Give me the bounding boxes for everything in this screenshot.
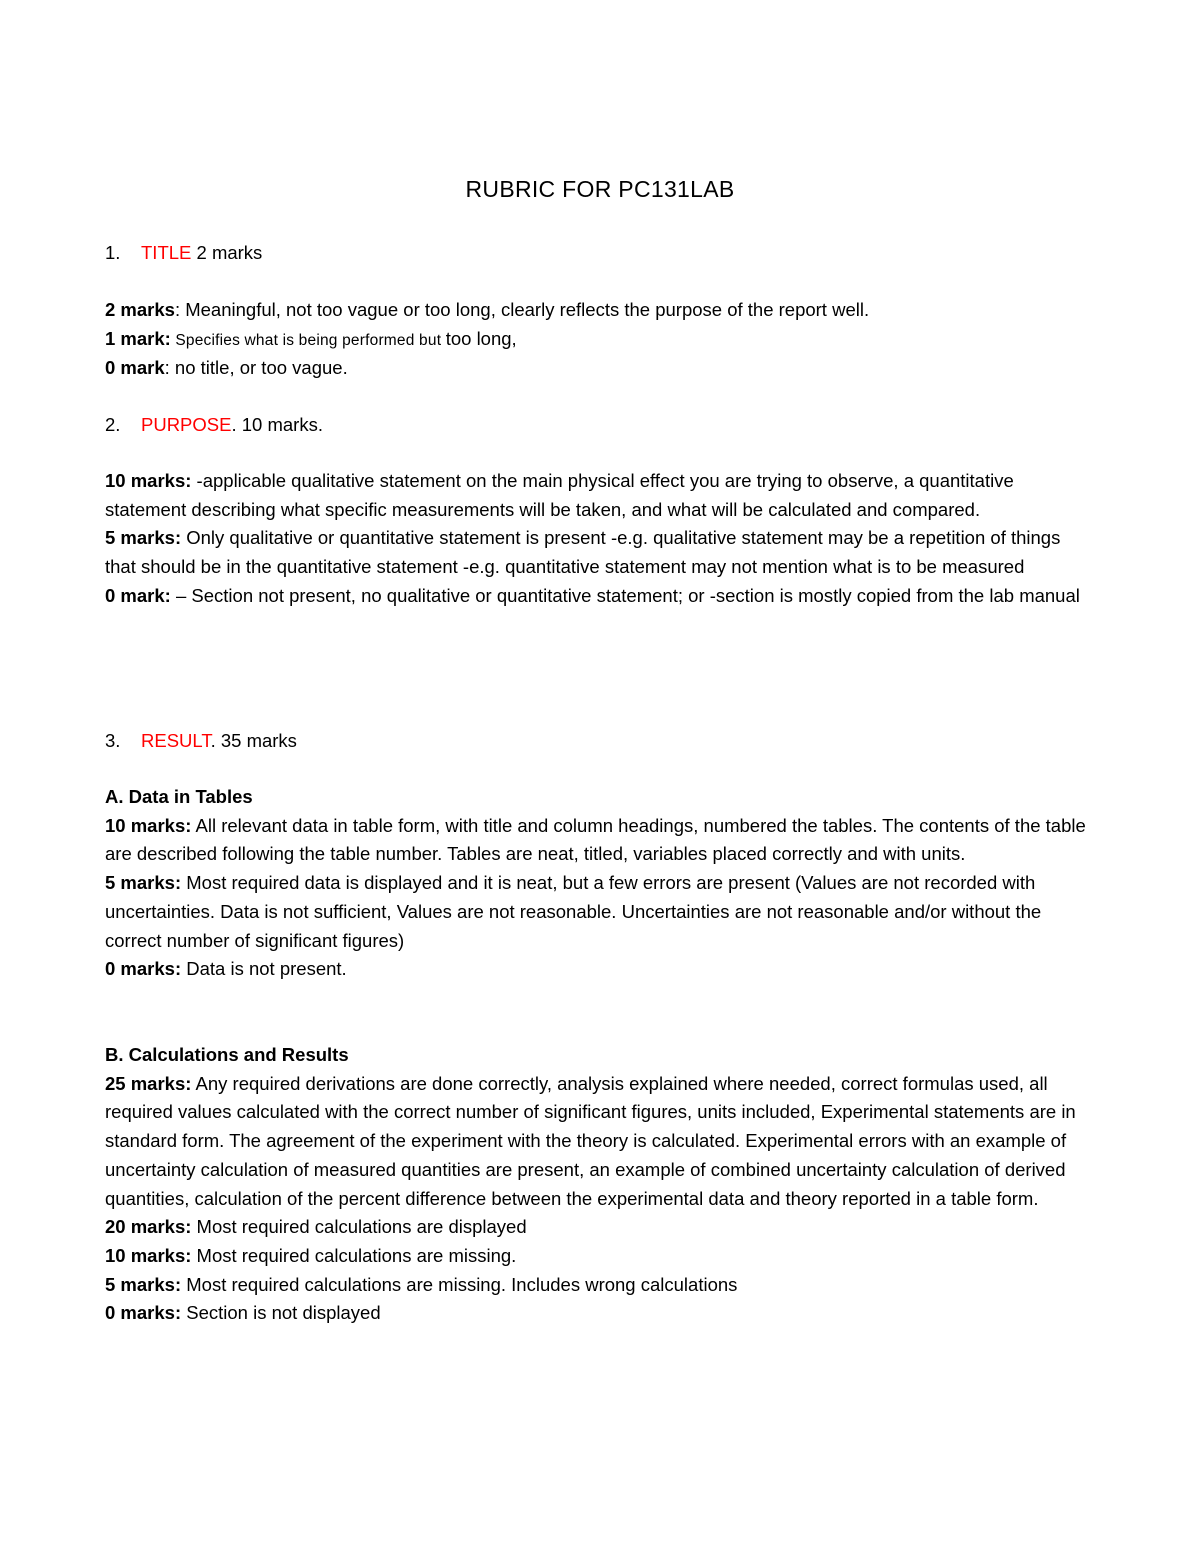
subsection-heading: A. Data in Tables <box>105 786 253 807</box>
section-number: 2. <box>105 414 121 435</box>
criterion-label: 1 mark: <box>105 328 171 349</box>
criterion-text: -applicable qualitative statement on the main physical effect you are trying to observe, a quantitative statement describing what specific measurements will be taken, and what will be calculated and compared. <box>105 470 1014 520</box>
section-name: RESULT <box>141 730 211 751</box>
criterion-purpose-0-mark <box>105 582 1095 611</box>
purpose-criteria <box>105 467 1095 611</box>
criterion-text: All relevant data in table form, with title and column headings, numbered the tables. The contents of the table are described following the table number. Tables are neat, titled, variables placed correctly and with units. <box>105 814 1086 865</box>
criterion-data-0-marks <box>105 955 1095 984</box>
criterion-calc-5-marks <box>105 1271 1095 1300</box>
result-calculations <box>105 1041 1095 1328</box>
subsection-heading: B. Calculations and Results <box>105 1044 349 1065</box>
criterion-title-1-mark <box>105 324 517 355</box>
criterion-label: 10 marks: <box>105 470 192 491</box>
criterion-label: 10 marks: <box>105 1244 192 1266</box>
criterion-text: Any required derivations are done correctly, analysis explained where needed, correct formulas used, all required values calculated with the correct number of significant figures, units included, Experimental statements are in standard form. The agreement of the experiment with the theory is calculated. Experimental errors with an example of uncertainty calculation of measured quantities are present, an example of combined uncertainty calculation of derived quantities, calculation of the percent difference between the experimental data and theory reported in a table form. <box>105 1072 1076 1209</box>
criterion-text: Most required data is displayed and it is neat, but a few errors are present (Values are not recorded with uncertainties. Data is not sufficient, Values are not reasonable. Uncertainties are not reasonable and/or without the correct number of significant figures) <box>105 872 1042 951</box>
section-heading-title <box>105 238 262 267</box>
document-title: RUBRIC FOR PC131LAB <box>465 176 735 202</box>
criterion-data-5-marks <box>105 869 1095 955</box>
criterion-calc-25-marks <box>105 1070 1095 1214</box>
criterion-text: Most required calculations are missing. Includes wrong calculations <box>181 1273 738 1295</box>
criterion-purpose-10-marks <box>105 467 1095 524</box>
criterion-label: 20 marks: <box>105 1216 192 1238</box>
criterion-calc-20-marks <box>105 1213 1095 1242</box>
section-heading-result <box>105 726 297 755</box>
criterion-label: 5 marks: <box>105 872 182 894</box>
criterion-title-0-mark <box>105 353 348 382</box>
criterion-label: 0 mark <box>105 357 165 378</box>
criterion-text-small: Specifies what is being performed but <box>170 332 446 349</box>
criterion-text: Most required calculations are displayed <box>191 1216 527 1238</box>
criterion-label: 2 marks <box>105 299 175 320</box>
section-number: 1. <box>105 242 121 263</box>
criterion-label: 0 mark: <box>105 584 171 606</box>
criterion-label: 25 marks: <box>105 1072 192 1094</box>
criterion-calc-0-marks <box>105 1299 1095 1328</box>
criterion-label: 10 marks: <box>105 814 192 836</box>
criterion-text: Data is not present. <box>181 958 347 980</box>
criterion-purpose-5-marks <box>105 524 1095 581</box>
section-number: 3. <box>105 730 121 751</box>
section-marks: 2 marks <box>191 242 263 263</box>
criterion-text: Only qualitative or quantitative statement is present -e.g. qualitative statement may be a repetition of things that should be in the quantitative statement -e.g. quantitative statement may not mention what is to be measured <box>105 527 1061 578</box>
criterion-text: : no title, or too vague. <box>164 357 348 378</box>
criterion-text: Section is not displayed <box>181 1302 381 1324</box>
section-marks: . 35 marks <box>210 730 297 751</box>
criterion-calc-10-marks <box>105 1242 1095 1271</box>
criterion-text: – Section not present, no qualitative or quantitative statement; or -section is mostly copied from the lab manual <box>170 584 1080 606</box>
criterion-text: : Meaningful, not too vague or too long, clearly reflects the purpose of the report well. <box>174 299 870 320</box>
criterion-label: 5 marks: <box>105 1273 182 1295</box>
section-name: PURPOSE <box>141 414 232 435</box>
section-heading-purpose <box>105 410 323 439</box>
result-data-in-tables <box>105 783 1095 984</box>
criterion-label: 5 marks: <box>105 527 182 549</box>
criterion-text: Most required calculations are missing. <box>191 1244 517 1266</box>
criterion-label: 0 marks: <box>105 958 182 980</box>
section-marks: . 10 marks. <box>231 414 323 435</box>
criterion-text: too long, <box>445 328 517 349</box>
criterion-title-2-marks <box>105 295 869 324</box>
section-name: TITLE <box>141 242 192 263</box>
criterion-data-10-marks <box>105 812 1095 869</box>
criterion-label: 0 marks: <box>105 1302 182 1324</box>
